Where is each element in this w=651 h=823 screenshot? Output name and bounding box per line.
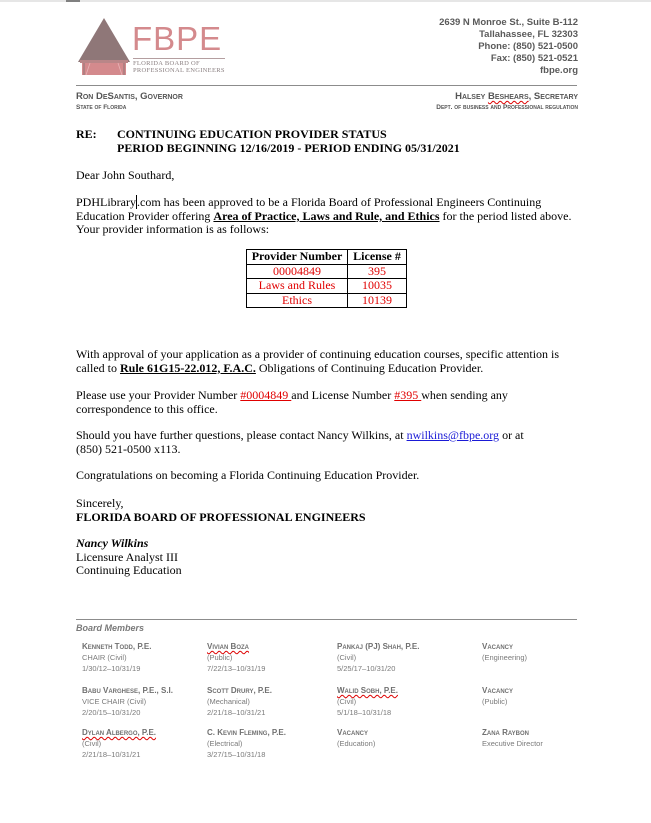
ruler-marker: [66, 0, 80, 2]
rule-reference: Rule 61G15-22.012, F.A.C.: [119, 360, 256, 375]
contact-phone: (850) 521-0500 x113.: [76, 441, 181, 456]
contact-paragraph: Should you have further questions, please contact Nancy Wilkins, at nwilkins@fbpe.org or at (850) 521-0500 x113.: [76, 428, 524, 456]
table-header-row: [247, 250, 407, 265]
signer-title: Licensure Analyst III: [76, 549, 178, 564]
board-members-title: Board Members: [76, 623, 145, 633]
email-link[interactable]: nwilkins@fbpe.org: [406, 428, 500, 442]
cell-license: 10035: [348, 279, 407, 294]
board-member: Vacancy (Engineering): [482, 642, 528, 662]
secretary-subtitle: Dept. of business and Professional regulation: [436, 104, 578, 111]
table-row: [247, 264, 407, 279]
re-period: PERIOD BEGINNING 12/16/2019 - PERIOD ENDING 05/31/2021: [117, 141, 460, 155]
board-member: Vacancy (Public): [482, 686, 514, 706]
provider-number-ref: #0004849: [240, 388, 292, 402]
salutation: Dear John Southard,: [76, 168, 175, 182]
board-member: Pankaj (PJ) Shah, P.E. (Civil) 5/25/17–10/31/20: [337, 642, 420, 673]
approval-paragraph: PDHLibrary.com has been approved to be a Florida Board of Professional Engineers Continuing Education Provider offering Area of Practice, Laws and Rule, and Ethics for the period listed above. Your provider information is as follows:: [76, 195, 572, 237]
cell-provider: Laws and Rules: [247, 279, 348, 294]
board-member: Kenneth Todd, P.E. CHAIR (Civil) 1/30/12–10/31/19: [82, 642, 152, 673]
cell-provider: 00004849: [247, 264, 348, 279]
congratulations: Congratulations on becoming a Florida Continuing Education Provider.: [76, 468, 420, 482]
header-provider-number: Provider Number: [247, 250, 348, 265]
table-row: [247, 293, 407, 308]
provider-table: [246, 249, 407, 308]
subject-line: [76, 127, 460, 155]
board-member: Zana Raybon Executive Director: [482, 728, 543, 748]
signer-department: Continuing Education: [76, 563, 182, 578]
logo-subtitle-line1: FLORIDA BOARD OF: [133, 60, 200, 67]
logo-subtitle: [133, 58, 225, 74]
cell-license: 10139: [348, 293, 407, 308]
address-street: 2639 N Monroe St., Suite B-112: [439, 17, 578, 28]
secretary-block: [436, 91, 578, 113]
board-member: Dylan Albergo, P.E. (Civil) 2/21/18–10/31/21: [82, 728, 157, 759]
logo-subtitle-line2: PROFESSIONAL ENGINEERS: [133, 67, 225, 74]
correspondence-paragraph: Please use your Provider Number #0004849 and License Number #395 when sending any correspondence to this office.: [76, 388, 508, 416]
address-website: fbpe.org: [540, 65, 578, 76]
cell-provider: Ethics: [247, 293, 348, 308]
re-label: RE:: [76, 127, 97, 141]
secretary-name: Halsey Beshears, Secretary: [455, 91, 578, 102]
address-phone: Phone: (850) 521-0500: [478, 41, 578, 52]
governor-subtitle: State of Florida: [76, 104, 127, 111]
board-member: Vivian Boza (Public) 7/22/13–10/31/19: [207, 642, 266, 673]
signing-organization: FLORIDA BOARD OF PROFESSIONAL ENGINEERS: [76, 509, 366, 524]
header-license: License #: [348, 250, 407, 265]
signer-name: Nancy Wilkins: [76, 536, 149, 551]
board-member: Babu Varghese, P.E., S.I. VICE CHAIR (Civil) 2/20/15–10/31/20: [82, 686, 173, 717]
address-fax: Fax: (850) 521-0521: [490, 53, 578, 64]
board-member: C. Kevin Fleming, P.E. (Electrical) 3/27/15–10/31/18: [207, 728, 286, 759]
re-title: CONTINUING EDUCATION PROVIDER STATUS: [117, 127, 387, 141]
board-member: Walid Sobh, P.E. (Civil) 5/1/18–10/31/18: [337, 686, 398, 717]
license-number-ref: #395: [394, 388, 422, 402]
footer-divider: [76, 619, 577, 620]
logo-acronym: FBPE: [132, 20, 223, 57]
governor-name: Ron DeSantis, Governor: [76, 91, 183, 102]
header-divider: [76, 85, 577, 86]
governor-block: [76, 91, 183, 113]
closing: Sincerely,: [76, 496, 124, 510]
rule-paragraph: With approval of your application as a provider of continuing education courses, specific attention is called to Rule 61G15-22.012, F.A.C. Obligations of Continuing Education Provider.: [76, 347, 560, 375]
board-member: Scott Drury, P.E. (Mechanical) 2/21/18–10/31/21: [207, 686, 272, 717]
table-row: [247, 279, 407, 294]
address-city: Tallahassee, FL 32303: [479, 29, 578, 40]
signature-block: [76, 497, 581, 578]
offered-areas: Area of Practice, Laws and Rule, and Ethics: [213, 208, 440, 223]
cell-license: 395: [348, 264, 407, 279]
board-member: Vacancy (Education): [337, 728, 376, 748]
page-top-edge: [0, 0, 651, 2]
board-address: [439, 17, 578, 77]
